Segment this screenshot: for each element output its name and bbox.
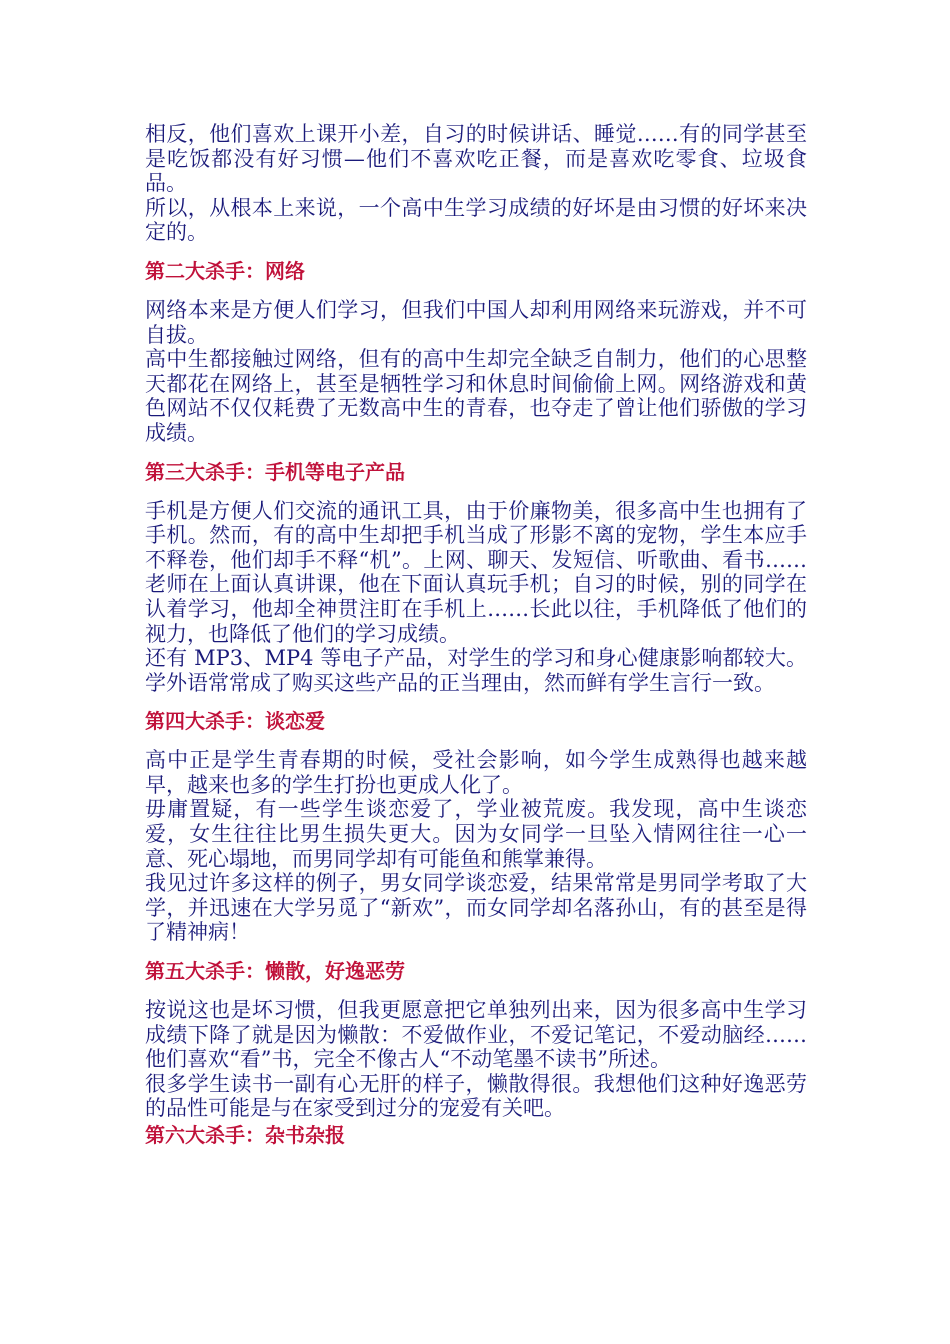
phone-paragraph-2: 还有 MP3、MP4 等电子产品，对学生的学习和身心健康影响都较大。学外语常常成了购买这些产品的正当理由，然而鲜有学生言行一致。 [145, 646, 807, 695]
section-heading-misc-reading: 第六大杀手：杂书杂报 [145, 1123, 345, 1147]
network-paragraph-2: 高中生都接触过网络，但有的高中生却完全缺乏自制力，他们的心思整天都花在网络上，甚至是牺牲学习和休息时间偷偷上网。网络游戏和黄色网站不仅仅耗费了无数高中生的青春，也夺走了曾让他们骄傲的学习成绩。 [145, 347, 807, 445]
intro-paragraph-2: 所以，从根本上来说，一个高中生学习成绩的好坏是由习惯的好坏来决定的。 [145, 195, 807, 245]
romance-paragraph-3: 我见过许多这样的例子，男女同学谈恋爱，结果常常是男同学考取了大学，并迅速在大学另觅了“新欢”，而女同学却名落孙山，有的甚至是得了精神病！ [145, 871, 807, 945]
romance-paragraph-1: 高中正是学生青春期的时候，受社会影响，如今学生成熟得也越来越早，越来也多的学生打扮也更成人化了。 [145, 748, 807, 797]
section-misc-reading [145, 1123, 807, 1147]
section-heading-network: 第二大杀手：网络 [145, 258, 305, 283]
section-heading-romance: 第四大杀手：谈恋爱 [145, 709, 325, 734]
laziness-paragraph-1: 按说这也是坏习惯，但我更愿意把它单独列出来，因为很多高中生学习成绩下降了就是因为懒散：不爱做作业，不爱记笔记，不爱动脑经……他们喜欢“看”书，完全不像古人“不动笔墨不读书”所述。 [145, 998, 807, 1072]
section-phone [145, 460, 807, 696]
section-heading-laziness: 第五大杀手：懒散，好逸恶劳 [145, 959, 405, 984]
phone-paragraph-1: 手机是方便人们交流的通讯工具，由于价廉物美，很多高中生也拥有了手机。然而，有的高中生却把手机当成了形影不离的宠物，学生本应手不释卷，他们却手不释“机”。上网、聊天、发短信、听歌曲、看书……老师在上面认真讲课，他在下面认真玩手机；自习的时候，别的同学在认着学习，他却全神贯注盯在手机上……长此以往，手机降低了他们的视力，也降低了他们的学习成绩。 [145, 498, 807, 646]
intro-paragraph-1: 相反，他们喜欢上课开小差，自习的时候讲话、睡觉……有的同学甚至是吃饭都没有好习惯—他们不喜欢吃正餐，而是喜欢吃零食、垃圾食品。 [145, 122, 807, 196]
romance-paragraph-2: 毋庸置疑，有一些学生谈恋爱了，学业被荒废。我发现，高中生谈恋爱，女生往往比男生损失更大。因为女同学一旦坠入情网往往一心一意、死心塌地，而男同学却有可能鱼和熊掌兼得。 [145, 797, 807, 871]
laziness-paragraph-2: 很多学生读书一副有心无肝的样子，懒散得很。我想他们这种好逸恶劳的品性可能是与在家受到过分的宠爱有关吧。 [145, 1071, 807, 1121]
document-page [145, 122, 807, 1147]
section-heading-phone: 第三大杀手：手机等电子产品 [145, 459, 405, 484]
network-paragraph-1: 网络本来是方便人们学习，但我们中国人却利用网络来玩游戏，并不可自拔。 [145, 297, 807, 347]
intro-section [145, 122, 807, 245]
section-network [145, 259, 807, 446]
section-romance [145, 709, 807, 945]
section-laziness [145, 959, 807, 1121]
